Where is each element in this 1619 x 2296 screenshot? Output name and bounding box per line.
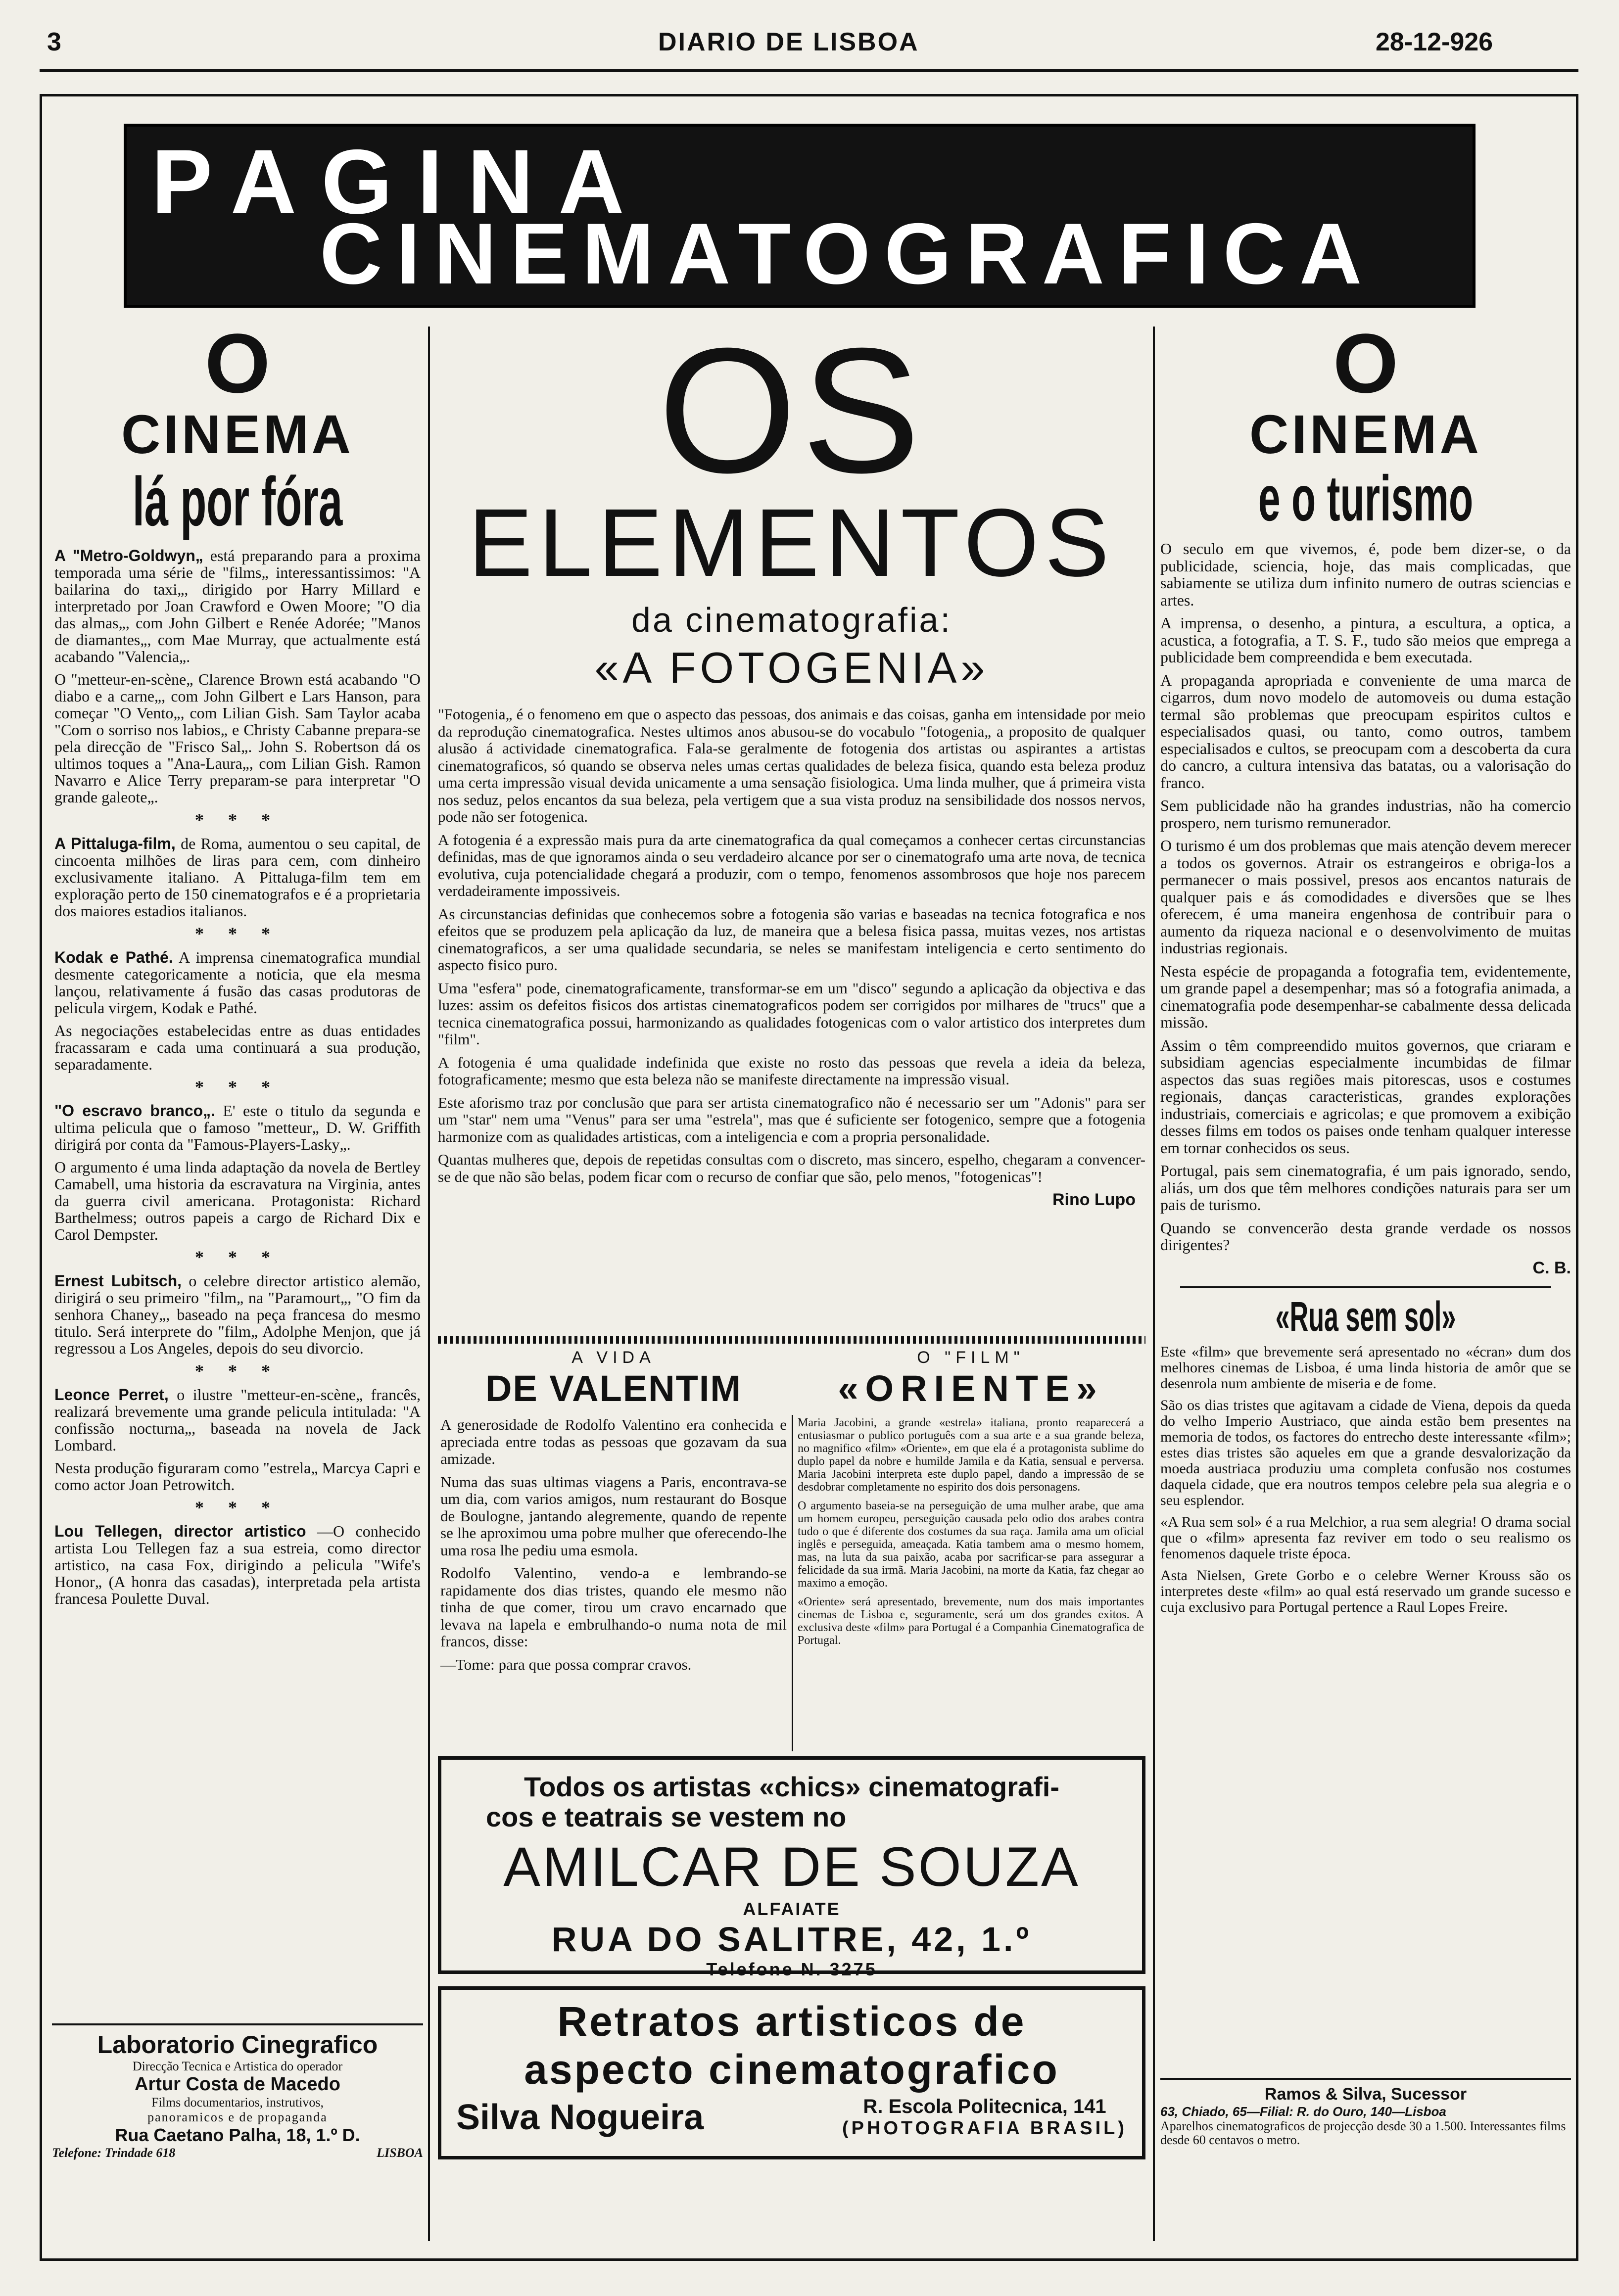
- right-paragraph: A imprensa, o desenho, a pintura, a escultura, a optica, a acustica, a fotografia, a T. S. F., tudo são meios que emprega a publicidade bem compreendida e bem executada.: [1160, 614, 1571, 666]
- right-paragraph: Assim o têm compreendido muitos governos, que criaram e subsidiam agencias especialmente incumbidas de filmar aspectos das suas regiões mais pitorescas, usos e costumes regionais, danças caracteristicas, grandes explorações industriais, comerciais e agricolas; e que promovem a exibição desses films em todos os paises onde tenham qualquer interesse em tornar conhecidos os seus.: [1160, 1036, 1571, 1157]
- article-subtitle: da cinematografia:: [631, 601, 952, 639]
- rua-body: [1160, 1344, 1571, 1615]
- article-paragraph: "Fotogenia„ é o fenomeno em que o aspecto das pessoas, dos animais e das coisas, ganha em intensidade por meio da reprodução cinematografica. Nestes ultimos anos abusou-se do vocabulo "fotogenia„ a proposito de qualquer alusão á actividade cinematografica. Fala-se geralmente de fotogenia dos artistas ou aspirantes a artistas cinematograficos, só quando se observa neles umas certas qualidades de beleza fisica, quando esta beleza produz uma certa impressão visual devida unicamente a uma sensação fisiologica. Uma linda mulher, que á primeira vista nos seduz, pelos encantos da sua beleza, pela vertigem que a sua vista produz na sensibilidade dos nossos nervos, pode não ser fotogenica.: [438, 705, 1145, 825]
- ad-footer: [52, 2146, 423, 2160]
- valentim-paragraph: A generosidade de Rodolfo Valentino era conhecida e apreciada entre todas as pessoas que gozavam da sua amizade.: [440, 1416, 787, 1467]
- news-item: [54, 1272, 421, 1357]
- article-subtitle-2: «A FOTOGENIA»: [594, 643, 989, 692]
- separator-stars: * * *: [195, 1077, 280, 1097]
- oriente-paragraph: Maria Jacobini, a grande «estrela» italiana, pronto reaparecerá a entusiasmar o publico português com a sua arte e a sua grande beleza, no magnifico «film» «Oriente», em que ela é a protagonista sublime do duplo papel da nobre e humilde Jamila e da Katia, sensual e perversa. Maria Jacobini interpreta este duplo papel, dando a impressão de se desdobrar completamente no espirito dos dois personagens.: [798, 1416, 1144, 1494]
- news-text: —O conhecido artista Lou Tellegen faz a sua estreia, como director artistico, na casa Fox, dirigindo a pelicula "Wife's Honor„ (A honra das casadas), interpretada pela artista francesa Poulette Duval.: [54, 1522, 421, 1607]
- right-body: [1160, 540, 1571, 1276]
- news-text: A imprensa cinematografica mundial desmente categoricamente a noticia, que ela mesma lançou, relativamente á fusão das casas produtoras de pelicula virgem, Kodak e Pathé.: [54, 948, 421, 1017]
- separator-stars: * * *: [195, 924, 280, 943]
- right-heading-sub: e o turismo: [1258, 462, 1474, 534]
- article-signature: Rino Lupo: [1052, 1190, 1136, 1209]
- left-heading-cinema: CINEMA: [121, 404, 354, 465]
- ad-amilcar: [438, 1756, 1145, 1979]
- right-section-rule: [1180, 1286, 1551, 1288]
- rua-paragraph: «A Rua sem sol» é a rua Melchior, a rua sem alegria! O drama social que o «film» apresenta faz reviver em todo o seu realismo os fenomenos daquele triste época.: [1160, 1514, 1571, 1562]
- news-item: [54, 547, 421, 805]
- news-lead: A "Metro-Goldwyn„: [54, 547, 203, 564]
- ad-amilcar-line2: cos e teatrais se vestem no: [486, 1801, 847, 1832]
- valentim-article: [440, 1348, 787, 1679]
- news-lead: Ernest Lubitsch,: [54, 1272, 182, 1290]
- rua-paragraph: Este «film» que brevemente será apresentado no «écran» dum dos melhores cinemas de Lisboa, é uma linda historia de amôr que se desenrola num ambiente de miseria e de fome.: [1160, 1344, 1571, 1392]
- ad-amilcar-address: RUA DO SALITRE, 42, 1.º: [551, 1920, 1032, 1959]
- news-text: O "metteur-en-scène„ Clarence Brown está acabando "O diabo e a carne„, com John Gilbert e Lars Hanson, para começar "O Vento„, com Lilian Gish. Sam Taylor acaba "Com o sorriso nos labios„ e Christy Cabanne prepara-se pela direcção de "Frisco Sal„. John S. Robertson dá os ultimos toques a "Ana-Laura„, com Lilian Gish. Ramon Navarro e Alice Terry preparam-se para interpretar "O grande galeote„.: [54, 670, 421, 806]
- separator-stars: * * *: [195, 1361, 280, 1381]
- newspaper-name: DIARIO DE LISBOA: [658, 28, 919, 56]
- news-lead: Lou Tellegen, director artistico: [54, 1522, 306, 1540]
- ad-ramos-title: Ramos & Silva, Sucessor: [1264, 2085, 1467, 2104]
- page-number: 3: [47, 28, 61, 56]
- ad-silva-name: Silva Nogueira: [456, 2098, 704, 2137]
- article-title-elementos: ELEMENTOS: [468, 489, 1115, 597]
- news-text: As negociações estabelecidas entre as duas entidades fracassaram e cada uma continuará a sua produção, separadamente.: [54, 1022, 421, 1073]
- right-paragraph: Nesta espécie de propaganda a fotografia tem, evidentemente, um grande papel a desempenhar; mas só a fotografia animada, a cinematografia pode desempenhar-se cabalmente dessa delicada missão.: [1160, 962, 1571, 1031]
- column-rule-right: [1153, 327, 1155, 2241]
- oriente-article: [798, 1348, 1144, 1653]
- left-news-list: [54, 547, 421, 1607]
- article-paragraph: A fotogenia é a expressão mais pura da arte cinematografica da qual começamos a conhecer certas circunstancias definidas, mas de que ignoramos ainda o seu verdadeiro alcance por ser o cinematografo uma arte nova, de tecnica evolutiva, cuja potencialidade chegará a produzir, com o tempo, fenomenos assombrosos que hoje nos parecem verdadeiramente impossiveis.: [438, 831, 1145, 899]
- article-paragraph: Uma "esfera" pode, cinematograficamente, transformar-se em um "disco" segundo a aplicação da objectiva e das luzes: assim os defeitos fisicos dos artistas cinematograficos podem ser corrigidos por milhares de "trucs" que a tecnica cinematografica possui, harmonizando as qualidades fotogenicas com o valor artistico dos interpretes dum "film".: [438, 979, 1145, 1048]
- news-text: Nesta produção figuraram como "estrela„ Marcya Capri e como actor Joan Petrowitch.: [54, 1459, 421, 1494]
- issue-date: 28-12-926: [1376, 28, 1493, 56]
- right-heading-o: O: [1333, 317, 1399, 411]
- banner-line-1: PAGINA: [151, 131, 649, 233]
- ad-silva-line1: Retratos artisticos de: [557, 1998, 1026, 2045]
- valentim-title: DE VALENTIM: [485, 1368, 742, 1409]
- oriente-paragraph: O argumento baseia-se na perseguição de uma mulher arabe, que ama um homem europeu, perseguição causada pelo odio dos arabes contra tudo o que é diferente dos costumes da sua raça. Jamila ama um oficial inglês e perseguida, ameaçada. Katia tambem ama o mesmo homem, mas, na luta da sua paixão, acaba por sacrificar-se para assegurar a felicidade da sua irmã. Maria Jacobini, na morte da Katia, faz chegar ao maximo a emoção.: [798, 1499, 1144, 1590]
- news-text: está preparando para a proxima temporada uma série de "films„ interessantissimos: "A bailarina do taxi„, dirigido por Harry Millard e interpretado por Joan Crawford e Owen Moore; "O dia das almas„, com John Gilbert e Renée Adorée; "Manos de diamantes„, com Mae Murray, que actualmente está acabando "Valencia„.: [54, 547, 421, 665]
- ad-silva-nogueira: [438, 1986, 1145, 2159]
- ad-silva-line2: aspecto cinematografico: [524, 2046, 1059, 2093]
- separator-stars: * * *: [195, 810, 280, 830]
- ad-line: Films documentarios, instrutivos,: [151, 2095, 324, 2109]
- news-text: E' este o titulo da segunda e ultima pelicula que o famoso "metteur„ D. W. Griffith dirigirá por conta da "Famous-Players-Lasky„.: [54, 1102, 421, 1153]
- ad-ramos-silva: [1160, 2078, 1571, 2147]
- valentim-paragraph: Rodolfo Valentino, vendo-a e lembrando-se rapidamente dos dias tristes, quando ele mesmo não tinha de que comer, tirou um cravo encarnado que levava na lapela e embrulhando-o numa nota de mil francos, disse:: [440, 1564, 787, 1650]
- rua-paragraph: Asta Nielsen, Grete Gorbo e o celebre Werner Krouss são os interpretes deste «film» ao qual está reservado um grande sucesso e cuja exclusivo para Portugal pertence a Raul Lopes Freire.: [1160, 1567, 1571, 1615]
- oriente-body: [798, 1416, 1144, 1647]
- news-text: o ilustre "metteur-en-scène„ francês, realizará brevemente uma grande pelicula intitulada: "A confissão nocturna„, baseada na novela de Jack Lombard.: [54, 1386, 421, 1454]
- ad-line: panoramicos e de propaganda: [147, 2110, 328, 2124]
- ad-line: Direcção Tecnica e Artistica do operador: [132, 2059, 343, 2073]
- right-paragraph: Quando se convencerão desta grande verdade os nossos dirigentes?: [1160, 1218, 1571, 1254]
- news-item: [54, 949, 421, 1073]
- valentim-body: [440, 1416, 787, 1673]
- oriente-kicker: O "FILM": [917, 1348, 1025, 1367]
- column-rule-left: [428, 327, 430, 2241]
- separator-stars: * * *: [195, 1498, 280, 1517]
- ad-address: Rua Caetano Palha, 18, 1.º D.: [115, 2125, 360, 2145]
- oriente-paragraph: «Oriente» será apresentado, brevemente, num dos mais importantes cinemas de Lisboa e, seguramente, será um dos grandes exitos. A exclusiva deste «film» para Portugal é a Companhia Cinematografica de Portugal.: [798, 1595, 1144, 1647]
- ad-phone: Telefone: Trindade 618: [52, 2146, 176, 2160]
- ad-city: LISBOA: [377, 2146, 423, 2160]
- ad-name: Artur Costa de Macedo: [135, 2074, 340, 2095]
- news-item: [54, 1102, 421, 1243]
- news-item: [54, 1523, 421, 1607]
- ad-ramos-line2: Aparelhos cinematograficos de projecção desde 30 a 1.500. Interessantes films desde 60 centavos o metro.: [1160, 2119, 1566, 2147]
- ad-amilcar-line1: Todos os artistas «chics» cinematografi-: [524, 1771, 1059, 1802]
- ad-silva-footer: [441, 2094, 1142, 2139]
- ad-ramos-line1: 63, Chiado, 65—Filial: R. do Ouro, 140—Lisboa: [1160, 2104, 1446, 2119]
- right-paragraph: Portugal, pais sem cinematografia, é um pais ignorado, sendo, aliás, um dos que têm melhores condições naturais para ser um pais de turismo.: [1160, 1162, 1571, 1214]
- news-item: [54, 1386, 421, 1493]
- right-column: [1160, 317, 1571, 1621]
- header-rule: [40, 69, 1578, 72]
- right-paragraph: O seculo em que vivemos, é, pode bem dizer-se, o da publicidade, sciencia, hoje, das mais complicadas, que sabiamente se utiliza dum infinito numero de outras sciencias e artes.: [1160, 540, 1571, 609]
- valentim-paragraph: —Tome: para que possa comprar cravos.: [440, 1655, 692, 1673]
- news-lead: "O escravo branco„.: [54, 1102, 216, 1120]
- article-title-os: OS: [658, 311, 926, 510]
- left-heading-o: O: [204, 317, 271, 411]
- oriente-title: «ORIENTE»: [838, 1368, 1104, 1409]
- news-text: o celebre director artistico alemão, dirigirá o seu primeiro "film„ na "Paramourt„, "O fim da senhora Chaney„, baseado na peça francesa do mesmo titulo. Será interprete do "film„ Adolphe Menjon, que já regressou a Los Angeles, depois do seu divorcio.: [54, 1272, 421, 1357]
- right-heading-cinema: CINEMA: [1249, 404, 1482, 465]
- decorative-band: [438, 1336, 1145, 1344]
- ad-silva-address: R. Escola Politecnica, 141: [863, 2096, 1106, 2117]
- left-column: [54, 317, 421, 1613]
- article-paragraph: A fotogenia é uma qualidade indefinida que existe no rosto das pessoas que revela a ideia da beleza, fotograficamente; mesmo que esta beleza não se manifeste directamente na impressão visual.: [438, 1053, 1145, 1088]
- article-paragraph: Este aforismo traz por conclusão que para ser artista cinematografico não é necessario ser um "Adonis" para ser um "star" nem uma "Venus" para ser uma "estrela", mas que é suficiente ser fotogenico, sempre que a fotogenia harmonize com as qualidades artisticas, com a inteligencia e com a propria personalidade.: [438, 1093, 1145, 1145]
- article-body: [438, 706, 1145, 1209]
- news-text: O argumento é uma linda adaptação da novela de Bertley Camabell, uma historia da escravatura na Virginia, antes da guerra civil americana. Protagonista: Richard Barthelmess; outros papeis a cargo de Richard Dix e Carol Dempster.: [54, 1158, 421, 1243]
- separator-stars: * * *: [195, 1247, 280, 1267]
- center-article: [438, 311, 1145, 1209]
- banner-line-2: CINEMATOGRAFICA: [320, 206, 1376, 302]
- ad-silva-contact: [842, 2096, 1127, 2139]
- right-paragraph: Sem publicidade não ha grandes industrias, não ha comercio prospero, nem turismo remunerador.: [1160, 797, 1571, 832]
- ad-amilcar-name: AMILCAR DE SOUZA: [503, 1836, 1080, 1898]
- ad-silva-studio: (PHOTOGRAFIA BRASIL): [842, 2118, 1127, 2139]
- rua-title: «Rua sem sol»: [1275, 1293, 1456, 1340]
- ad-title: Laboratorio Cinegrafico: [97, 2031, 378, 2059]
- valentim-kicker: A VIDA: [571, 1348, 656, 1367]
- ad-amilcar-profession: ALFAIATE: [743, 1899, 841, 1919]
- right-signature: C. B.: [1532, 1258, 1571, 1277]
- news-text: de Roma, aumentou o seu capital, de cincoenta milhões de liras para cem, com dinheiro exclusivamente italiano. A Pittaluga-film tem em exploração perto de 150 cinematografos e é a proprietaria dos maiores estadios italianos.: [54, 835, 421, 920]
- ad-amilcar-phone: Telefone N. 3275: [706, 1959, 877, 1979]
- valentim-paragraph: Numa das suas ultimas viagens a Paris, encontrava-se um dia, com varios amigos, num restaurant do Bosque de Boulogne, jantando alegremente, quando de repente se lhe aproximou uma pobre mulher que oferecendo-lhe uma rosa lhe pediu uma esmola.: [440, 1473, 787, 1559]
- news-lead: Leonce Perret,: [54, 1386, 169, 1404]
- rua-paragraph: São os dias tristes que agitavam a cidade de Viena, depois da queda do velho Imperio Austriaco, que ainda estão bem presentes na memoria de todos, os factores do entrecho deste interessante «film»; estes dias tristes são aqueles em que a grande desvalorização da moeda austriaca produziu uma completa confusão nos costumes daquela cidade, que era noutros tempos celebre pela sua alegria e o seu esplendor.: [1160, 1397, 1571, 1508]
- left-heading-sub: lá por fóra: [132, 463, 343, 540]
- ad-laboratorio: [52, 2023, 423, 2164]
- section-banner: [124, 124, 1476, 308]
- article-paragraph: Quantas mulheres que, depois de repetidas consultas com o discreto, mas sincero, espelho, chegaram a convencer-se de que não são belas, podem ficar com o recurso de confiar que são, pelo menos, "fotogenicas"!: [438, 1151, 1145, 1185]
- article-paragraph: As circunstancias definidas que conhecemos sobre a fotogenia são varias e baseadas na tecnica fotografica e nos efeitos que se produzem pela aplicação da luz, de maneira que a belesa fisica passa, muitas vezes, nos artistas cinematograficos, a ser uma qualidade secundaria, se neles se manifestam inteligencia e certo sentimento do aspecto fisico puro.: [438, 905, 1145, 974]
- news-lead: A Pittaluga-film,: [54, 835, 176, 852]
- news-item: [54, 835, 421, 919]
- right-paragraph: O turismo é um dos problemas que mais atenção devem merecer a todos os governos. Atrair os estrangeiros e obriga-los a permanecer o mais possivel, presos aos encantos naturais de qualquer pais e ás comodidades e diversões que se lhes oferecem, é uma maneira engenhosa de contribuir para o aumento da riqueza nacional e o desenvolvimento de muitas industrias regionais.: [1160, 837, 1571, 957]
- right-paragraph: A propaganda apropriada e conveniente de uma marca de cigarros, dum novo modelo de automoveis ou duma estação termal são problemas que preocupam espiritos cultos e especialisados quasi, ou tanto, como outros, tambem especialisados e cultos, se preocupam com a descoberta da cura do cancro, a cultura intensiva das batatas, ou a valorisação do franco.: [1160, 671, 1571, 792]
- valentim-rule: [792, 1415, 793, 1751]
- news-lead: Kodak e Pathé.: [54, 948, 173, 966]
